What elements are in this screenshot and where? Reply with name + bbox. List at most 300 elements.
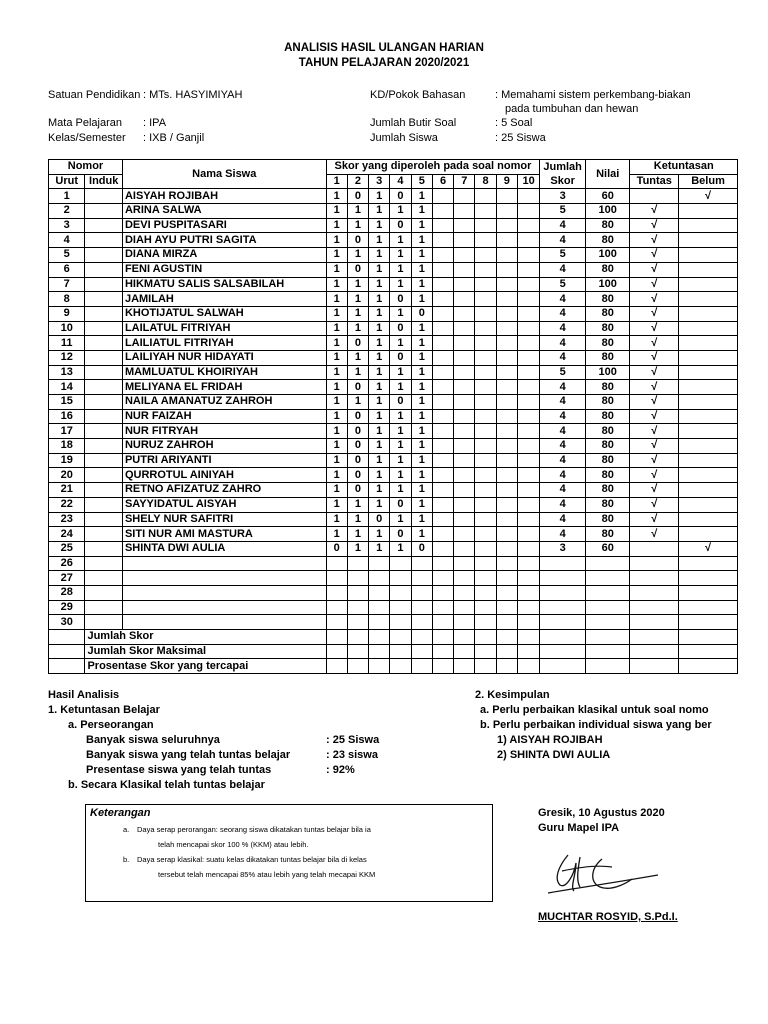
row-urut: 20 [49,468,85,483]
row-score-8 [475,380,496,395]
row-score-1: 1 [326,218,347,233]
row-score-9 [496,189,517,204]
row-score-2 [347,571,368,586]
row-score-4: 0 [390,218,411,233]
row-score-5 [411,600,432,615]
row-score-3: 1 [369,306,390,321]
kesimpulan-item-2: 2) SHINTA DWI AULIA [497,749,611,761]
header-skor: Skor yang diperoleh pada soal nomor [326,160,540,175]
footer-summary-cell [540,659,586,674]
row-score-6 [432,395,453,410]
row-score-3: 1 [369,292,390,307]
row-score-10 [517,204,539,219]
header-soal-5: 5 [411,174,432,189]
row-nilai: 100 [585,248,630,263]
row-score-7 [454,306,475,321]
table-row [49,541,738,556]
row-urut: 11 [49,336,85,351]
row-tuntas [630,541,679,556]
row-tuntas: √ [630,380,679,395]
row-score-5 [411,571,432,586]
row-name: PUTRI ARIYANTI [122,453,326,468]
row-jumlah: 3 [540,541,586,556]
table-row [49,321,738,336]
page-title: ANALISIS HASIL ULANGAN HARIAN [284,42,484,54]
row-name: LAILIYAH NUR HIDAYATI [122,350,326,365]
row-jumlah: 4 [540,321,586,336]
row-score-9 [496,453,517,468]
row-score-10 [517,600,539,615]
row-score-6 [432,336,453,351]
keterangan-box [85,804,493,902]
row-urut: 10 [49,321,85,336]
row-score-1: 1 [326,336,347,351]
row-score-1 [326,585,347,600]
row-tuntas: √ [630,204,679,219]
row-belum [679,468,738,483]
row-induk [85,395,122,410]
row-score-7 [454,497,475,512]
row-score-2: 0 [347,409,368,424]
row-score-2: 1 [347,527,368,542]
row-score-4: 0 [390,292,411,307]
row-score-10 [517,336,539,351]
row-belum [679,350,738,365]
row-score-9 [496,395,517,410]
row-name [122,585,326,600]
row-score-6 [432,292,453,307]
row-score-7 [454,336,475,351]
footer-score-7 [454,630,475,645]
row-score-9 [496,350,517,365]
row-score-9 [496,204,517,219]
row-score-1: 1 [326,409,347,424]
row-score-4: 1 [390,541,411,556]
row-score-4: 1 [390,277,411,292]
row-score-8 [475,218,496,233]
row-urut: 1 [49,189,85,204]
row-induk [85,585,122,600]
row-summary-cell [585,571,630,586]
row-score-8 [475,204,496,219]
row-urut: 13 [49,365,85,380]
row-score-9 [496,571,517,586]
row-score-10 [517,556,539,571]
row-score-5: 1 [411,248,432,263]
row-summary-cell [679,571,738,586]
row-score-10 [517,497,539,512]
row-urut: 3 [49,218,85,233]
row-score-6 [432,365,453,380]
footer-blank [49,659,85,674]
butir-label: Jumlah Butir Soal [370,117,457,129]
footer-score-7 [454,659,475,674]
row-score-4: 1 [390,365,411,380]
row-score-3: 1 [369,541,390,556]
row-score-3: 1 [369,497,390,512]
row-jumlah: 4 [540,380,586,395]
row-summary-cell [540,615,586,630]
row-score-10 [517,409,539,424]
row-score-4: 1 [390,453,411,468]
row-score-10 [517,218,539,233]
row-tuntas: √ [630,306,679,321]
row-score-6 [432,189,453,204]
row-induk [85,204,122,219]
row-name: DIAH AYU PUTRI SAGITA [122,233,326,248]
row-score-3: 1 [369,527,390,542]
row-induk [85,453,122,468]
row-score-1: 1 [326,468,347,483]
row-score-7 [454,365,475,380]
row-score-5 [411,585,432,600]
footer-summary-cell [630,644,679,659]
row-score-6 [432,321,453,336]
footer-summary-cell [679,659,738,674]
row-tuntas: √ [630,439,679,454]
row-score-8 [475,497,496,512]
row-score-10 [517,439,539,454]
row-induk [85,468,122,483]
row-urut: 12 [49,350,85,365]
header-tuntas: Tuntas [630,174,679,189]
row-score-10 [517,424,539,439]
row-score-4: 1 [390,468,411,483]
row-score-7 [454,512,475,527]
row-score-8 [475,541,496,556]
header-nama: Nama Siswa [122,160,326,189]
footer-summary-cell [585,644,630,659]
header-soal-8: 8 [475,174,496,189]
row-score-2: 1 [347,292,368,307]
row-score-2: 1 [347,218,368,233]
footer-summary-cell [630,630,679,645]
row-score-5: 1 [411,453,432,468]
row-score-2: 1 [347,365,368,380]
table-header-row [49,160,738,175]
row-urut: 19 [49,453,85,468]
footer-score-4 [390,644,411,659]
row-induk [85,483,122,498]
row-score-4: 0 [390,395,411,410]
row-jumlah: 4 [540,483,586,498]
footer-score-6 [432,630,453,645]
row-score-9 [496,615,517,630]
row-score-9 [496,248,517,263]
row-score-6 [432,527,453,542]
kesimpulan-b: b. Perlu perbaikan individual siswa yang ber [480,719,712,731]
row-name [122,571,326,586]
table-row [49,483,738,498]
footer-score-10 [517,659,539,674]
mapel-label: Mata Pelajaran [48,117,122,129]
row-score-3 [369,556,390,571]
row-score-3: 1 [369,365,390,380]
row-jumlah: 3 [540,189,586,204]
row-score-2 [347,615,368,630]
row-nilai: 80 [585,424,630,439]
table-row [49,468,738,483]
row-summary-cell [540,600,586,615]
row-score-6 [432,380,453,395]
row-score-10 [517,248,539,263]
row-summary-cell [630,585,679,600]
row-score-4: 1 [390,306,411,321]
row-summary-cell [540,556,586,571]
row-score-8 [475,571,496,586]
header-soal-4: 4 [390,174,411,189]
row-score-7 [454,233,475,248]
row-urut: 9 [49,306,85,321]
row-score-2: 1 [347,512,368,527]
row-score-6 [432,439,453,454]
row-tuntas: √ [630,321,679,336]
table-row-empty [49,556,738,571]
row-score-5: 1 [411,350,432,365]
row-jumlah: 4 [540,512,586,527]
row-score-5: 1 [411,233,432,248]
row-score-6 [432,483,453,498]
row-summary-cell [630,600,679,615]
header-nilai: Nilai [585,160,630,189]
row-score-3 [369,571,390,586]
row-name: RETNO AFIZATUZ ZAHRO [122,483,326,498]
row-score-1: 1 [326,189,347,204]
row-summary-cell [585,585,630,600]
row-score-10 [517,306,539,321]
header-jumlah-line2: Skor [550,175,575,188]
kd-label: KD/Pokok Bahasan [370,89,466,101]
row-nilai: 100 [585,277,630,292]
row-score-8 [475,292,496,307]
row-induk [85,365,122,380]
butir-value: : 5 Soal [495,117,533,129]
row-jumlah: 4 [540,336,586,351]
row-induk [85,512,122,527]
row-urut: 16 [49,409,85,424]
row-tuntas: √ [630,292,679,307]
table-row [49,233,738,248]
row-score-7 [454,204,475,219]
analysis-r2-value: : 23 siswa [326,749,378,761]
row-name: LAILIATUL FITRIYAH [122,336,326,351]
row-belum [679,233,738,248]
row-urut: 5 [49,248,85,263]
row-name: NURUZ ZAHROH [122,439,326,454]
row-induk [85,556,122,571]
row-score-4: 1 [390,248,411,263]
row-name: JAMILAH [122,292,326,307]
row-tuntas: √ [630,453,679,468]
row-score-2: 1 [347,541,368,556]
row-score-9 [496,541,517,556]
row-score-1 [326,571,347,586]
row-score-5: 0 [411,306,432,321]
row-score-10 [517,277,539,292]
row-score-9 [496,556,517,571]
row-score-5: 1 [411,527,432,542]
row-urut: 15 [49,395,85,410]
row-score-6 [432,350,453,365]
signature-role: Guru Mapel IPA [538,822,620,834]
row-score-6 [432,585,453,600]
table-footer-row [49,644,738,659]
footer-score-5 [411,659,432,674]
footer-score-8 [475,644,496,659]
row-score-5: 1 [411,424,432,439]
row-score-5: 1 [411,380,432,395]
row-score-3: 1 [369,277,390,292]
row-score-8 [475,468,496,483]
row-induk [85,336,122,351]
row-induk [85,350,122,365]
row-name: MAMLUATUL KHOIRIYAH [122,365,326,380]
table-row [49,380,738,395]
row-score-5: 1 [411,218,432,233]
row-score-2: 0 [347,262,368,277]
header-jumlah-line1: Jumlah [543,161,582,174]
row-induk [85,321,122,336]
row-urut: 6 [49,262,85,277]
row-belum [679,277,738,292]
row-score-8 [475,262,496,277]
row-tuntas: √ [630,336,679,351]
row-induk [85,292,122,307]
row-score-8 [475,424,496,439]
row-nilai: 80 [585,292,630,307]
row-score-2: 1 [347,395,368,410]
row-score-2: 0 [347,468,368,483]
row-summary-cell [585,600,630,615]
row-induk [85,277,122,292]
footer-score-7 [454,644,475,659]
row-score-9 [496,336,517,351]
row-score-5: 1 [411,395,432,410]
row-induk [85,409,122,424]
row-name: FENI AGUSTIN [122,262,326,277]
row-induk [85,541,122,556]
row-score-3: 1 [369,218,390,233]
row-score-10 [517,395,539,410]
row-score-1: 1 [326,395,347,410]
row-score-5: 1 [411,409,432,424]
row-urut: 29 [49,600,85,615]
row-score-7 [454,468,475,483]
row-score-4 [390,585,411,600]
row-name: DIANA MIRZA [122,248,326,263]
header-soal-2: 2 [347,174,368,189]
header-soal-10: 10 [517,174,539,189]
row-nilai: 80 [585,233,630,248]
table-row [49,306,738,321]
row-nilai: 80 [585,336,630,351]
analysis-section-1: 1. Ketuntasan Belajar [48,704,160,716]
row-score-8 [475,483,496,498]
row-score-7 [454,262,475,277]
page-subtitle: TAHUN PELAJARAN 2020/2021 [298,57,470,69]
row-score-8 [475,248,496,263]
row-score-8 [475,439,496,454]
footer-score-9 [496,659,517,674]
row-score-4: 1 [390,439,411,454]
siswa-value: : 25 Siswa [495,132,546,144]
row-score-3: 1 [369,483,390,498]
row-score-10 [517,571,539,586]
row-urut: 23 [49,512,85,527]
row-name: ARINA SALWA [122,204,326,219]
row-score-10 [517,453,539,468]
footer-score-9 [496,630,517,645]
table-row-empty [49,615,738,630]
row-score-7 [454,453,475,468]
kesimpulan-title: 2. Kesimpulan [475,689,550,701]
row-score-9 [496,409,517,424]
row-name [122,556,326,571]
row-name: NUR FITRYAH [122,424,326,439]
row-summary-cell [630,615,679,630]
handwritten-signature [540,845,670,900]
row-score-2: 1 [347,306,368,321]
row-score-4: 1 [390,424,411,439]
row-score-5: 1 [411,321,432,336]
row-summary-cell [679,615,738,630]
row-urut: 7 [49,277,85,292]
row-belum [679,262,738,277]
row-score-5: 1 [411,262,432,277]
row-score-4: 1 [390,409,411,424]
header-belum: Belum [679,174,738,189]
table-row [49,350,738,365]
table-row [49,292,738,307]
row-score-1: 1 [326,483,347,498]
row-score-2 [347,600,368,615]
row-score-7 [454,600,475,615]
row-score-8 [475,453,496,468]
row-score-6 [432,277,453,292]
row-score-3: 1 [369,233,390,248]
row-score-8 [475,321,496,336]
row-score-7 [454,571,475,586]
row-name: LAILATUL FITRIYAH [122,321,326,336]
row-score-1: 1 [326,365,347,380]
row-induk [85,497,122,512]
row-score-10 [517,321,539,336]
row-score-7 [454,556,475,571]
row-name: QURROTUL AINIYAH [122,468,326,483]
row-score-1: 1 [326,292,347,307]
row-induk [85,439,122,454]
table-row [49,218,738,233]
row-score-10 [517,380,539,395]
table-row [49,336,738,351]
footer-label: Prosentase Skor yang tercapai [85,659,326,674]
row-score-6 [432,306,453,321]
table-row-empty [49,600,738,615]
row-belum [679,395,738,410]
header-ketuntasan: Ketuntasan [630,160,738,175]
row-score-1: 1 [326,277,347,292]
row-induk [85,233,122,248]
row-score-8 [475,233,496,248]
row-tuntas: √ [630,218,679,233]
table-row [49,395,738,410]
row-name: AISYAH ROJIBAH [122,189,326,204]
row-score-6 [432,512,453,527]
row-tuntas: √ [630,424,679,439]
row-induk [85,424,122,439]
row-nilai: 80 [585,218,630,233]
row-score-9 [496,424,517,439]
